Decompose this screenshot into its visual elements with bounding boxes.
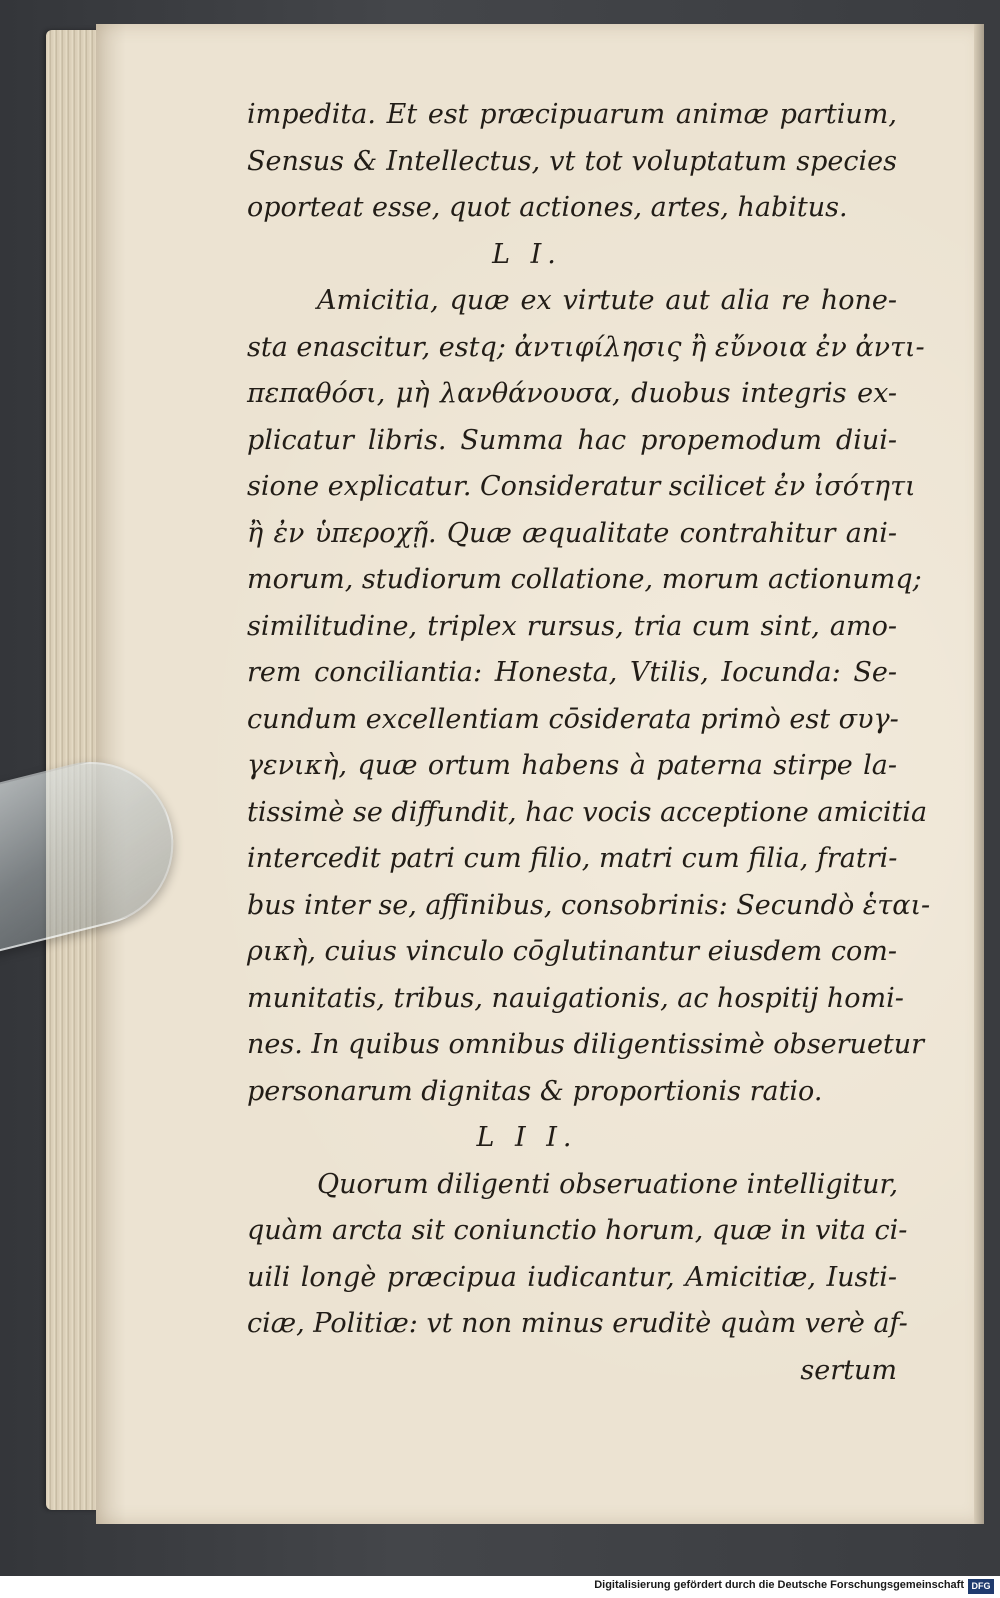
text-line: munitatis, tribus, nauigationis, ac hospitij homi- [247,982,904,1014]
text-line: personarum dignitas & proportionis ratio. [247,1075,823,1107]
section-heading-lii: L I I. [476,1122,578,1153]
text-line: Amicitia, quæ ex virtute aut alia re hone- [317,285,897,316]
text-line: plicatur libris. Summa hac propemodum diui- [247,424,897,456]
text-line: intercedit patri cum filio, matri cum filia, fratri- [247,843,898,874]
text-line: Sensus & Intellectus, vt tot voluptatum species [247,145,897,177]
text-line: tissimè se diffundit, hac vocis acceptione amicitia [247,796,928,828]
text-line: sta enascitur, estq; ἀντιφίλησις ἢ εὔνοια ἐν ἀντι- [247,331,925,363]
text-line: quàm arcta sit coniunctio horum, quæ in vita ci- [247,1215,908,1246]
book-gutter-edge [974,24,984,1524]
text-line: γενικὴ, quæ ortum habens à paterna stirpe la- [247,750,897,781]
page-text [247,92,931,1394]
footer-credit: Digitalisierung gefördert durch die Deutsche Forschungsgemeinschaft [594,1579,964,1591]
text-line: similitudine, triplex rursus, tria cum sint, amo- [247,610,897,642]
text-line: cundum excellentiam cōsiderata primò est συγ- [247,703,899,735]
text-line: impedita. Et est præcipuarum animæ partium, [247,99,897,130]
section-heading-li: L I. [492,238,562,270]
text-line: bus inter se, affinibus, consobrinis: Secundò ἑται- [247,889,931,921]
text-line: ἢ ἐν ὑπεροχῇ. Quæ æqualitate contrahitur ani- [247,517,897,549]
dfg-logo-icon: DFG [968,1579,994,1594]
catchword: sertum [800,1354,897,1386]
text-line: ρικὴ, cuius vinculo cōglutinantur eiusdem com- [247,936,897,967]
text-line: Quorum diligenti obseruatione intelligitur, [317,1168,899,1200]
text-line: ciæ, Politiæ: vt non minus eruditè quàm verè af- [247,1308,908,1339]
text-line: rem conciliantia: Honesta, Vtilis, Iocunda: Se- [247,657,897,688]
text-line: πεπαθόσι, μὴ λανθάνουσα, duobus integris ex- [247,378,897,409]
text-line: uili longè præcipua iudicantur, Amicitiæ, Iusti- [247,1261,897,1293]
text-line: sione explicatur. Consideratur scilicet ἐν ἰσότητι [247,471,916,502]
text-line: nes. In quibus omnibus diligentissimè obseruetur [247,1029,925,1060]
text-line: morum, studiorum collatione, morum actionumq; [247,564,922,595]
footer-bar [0,1576,1000,1598]
text-line: oporteat esse, quot actiones, artes, habitus. [247,192,848,223]
